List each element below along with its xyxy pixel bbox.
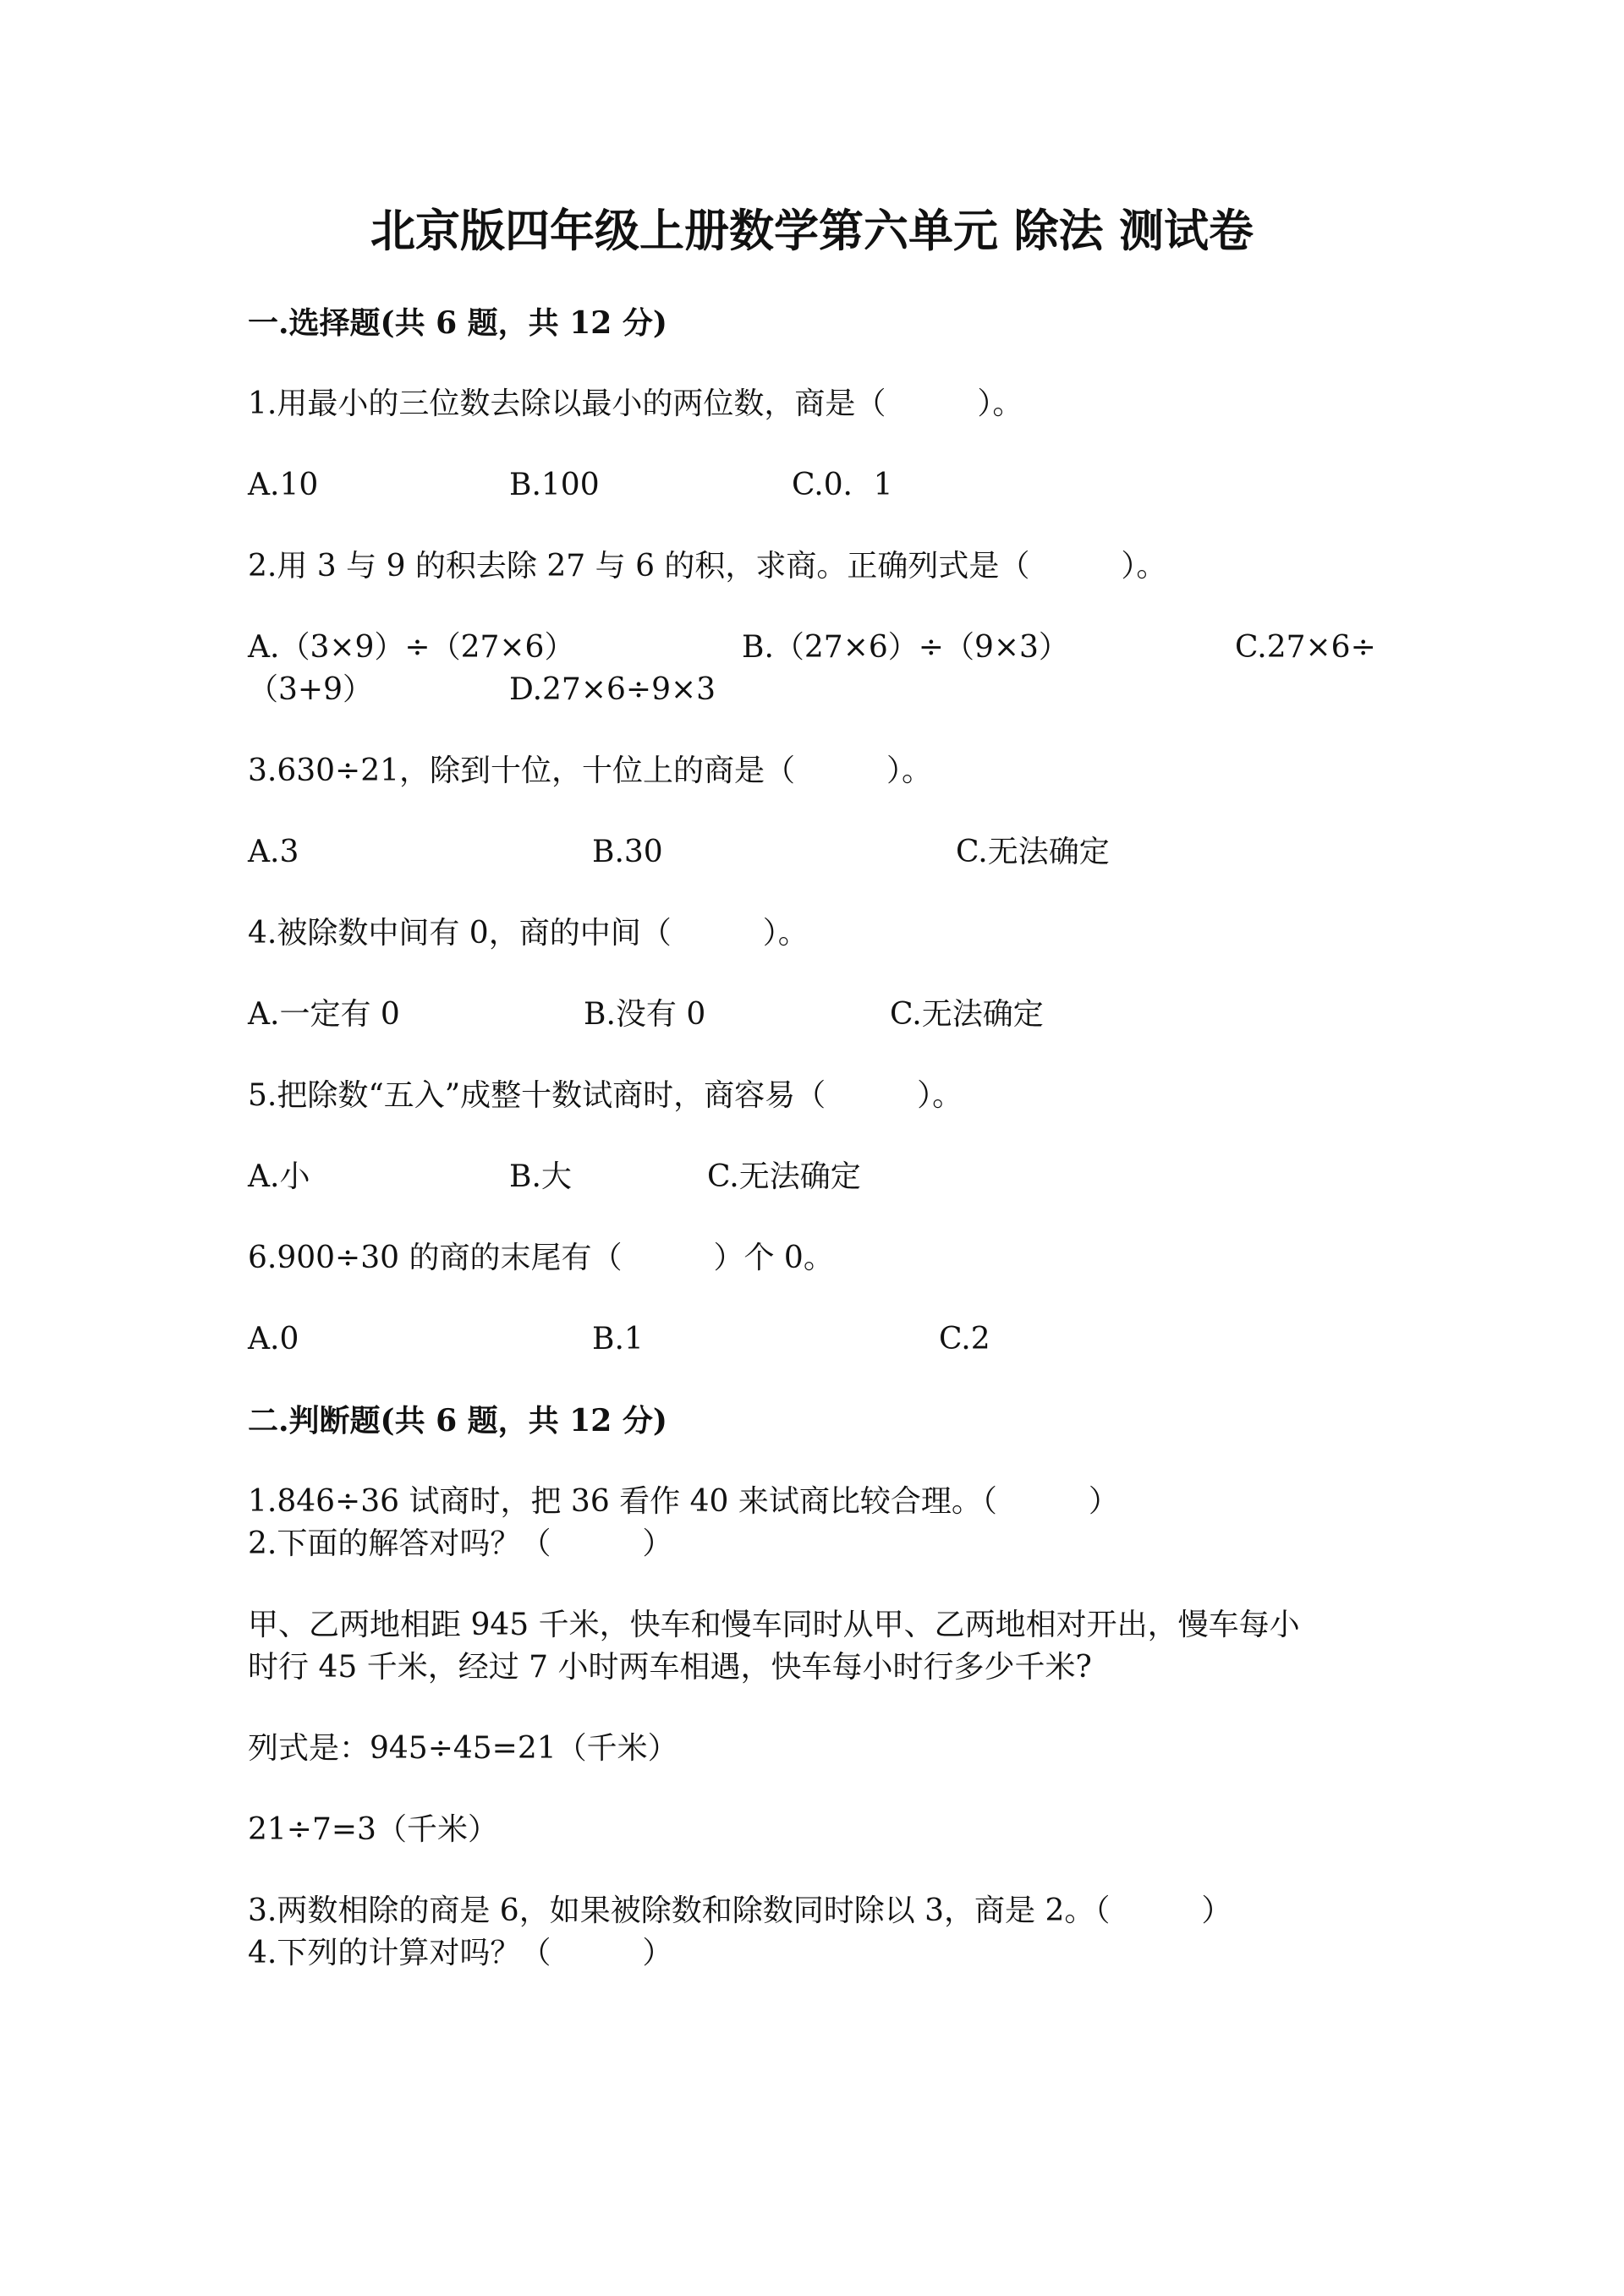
question-1-text: 1.用最小的三位数去除以最小的两位数，商是（ ）。 <box>248 386 1023 421</box>
judgement-2-solution-line-2: 21÷7=3（千米） <box>248 1812 498 1847</box>
question-2-option-b: B.（27×6）÷（9×3） <box>742 630 1069 665</box>
question-6-option-a: A.0 <box>248 1322 299 1356</box>
question-6-text: 6.900÷30 的商的末尾有（ ）个 0。 <box>248 1241 834 1275</box>
question-2-option-d: D.27×6÷9×3 <box>509 672 716 707</box>
judgement-2-solution-line-1: 列式是：945÷45=21（千米） <box>248 1731 678 1766</box>
question-1-option-c: C.0．1 <box>792 468 893 502</box>
question-2-option-c-continued: （3+9） <box>248 672 373 707</box>
exam-title: 北京版四年级上册数学第六单元 除法 测试卷 <box>370 205 1254 257</box>
section-heading-judgement: 二.判断题(共 6 题，共 12 分) <box>248 1403 667 1438</box>
question-4-option-b: B.没有 0 <box>584 997 706 1032</box>
question-5-option-b: B.大 <box>509 1159 572 1194</box>
judgement-1-text: 1.846÷36 试商时，把 36 看作 40 来试商比较合理。（ ） <box>248 1484 1119 1519</box>
question-5-option-c: C.无法确定 <box>707 1159 861 1194</box>
question-6-option-c: C.2 <box>939 1322 990 1356</box>
section-heading-choice: 一.选择题(共 6 题，共 12 分) <box>248 305 667 341</box>
question-3-option-a: A.3 <box>248 835 299 869</box>
question-4-option-a: A.一定有 0 <box>248 997 400 1032</box>
judgement-3-text: 3.两数相除的商是 6，如果被除数和除数同时除以 3，商是 2。（ ） <box>248 1893 1232 1928</box>
question-2-text: 2.用 3 与 9 的积去除 27 与 6 的积，求商。正确列式是（ ）。 <box>248 549 1167 584</box>
question-3-option-b: B.30 <box>592 835 663 869</box>
judgement-4-text: 4.下列的计算对吗？（ ） <box>248 1936 673 1970</box>
question-3-option-c: C.无法确定 <box>956 835 1110 869</box>
question-1-option-a: A.10 <box>248 468 319 502</box>
judgement-2-text: 2.下面的解答对吗？（ ） <box>248 1526 673 1561</box>
judgement-2-problem-line-1: 甲、乙两地相距 945 千米，快车和慢车同时从甲、乙两地相对开出，慢车每小 <box>248 1608 1300 1642</box>
question-5-text: 5.把除数“五入”成整十数试商时，商容易（ ）。 <box>248 1078 963 1113</box>
question-4-text: 4.被除数中间有 0，商的中间（ ）。 <box>248 916 809 951</box>
question-3-text: 3.630÷21，除到十位，十位上的商是（ ）。 <box>248 753 933 788</box>
question-2-option-c: C.27×6÷ <box>1235 630 1376 665</box>
question-5-option-a: A.小 <box>248 1159 310 1194</box>
question-4-option-c: C.无法确定 <box>890 997 1044 1032</box>
question-2-option-a: A.（3×9）÷（27×6） <box>248 630 575 665</box>
question-1-option-b: B.100 <box>509 468 600 502</box>
question-6-option-b: B.1 <box>592 1322 644 1356</box>
judgement-2-problem-line-2: 时行 45 千米，经过 7 小时两车相遇，快车每小时行多少千米? <box>248 1650 1092 1685</box>
